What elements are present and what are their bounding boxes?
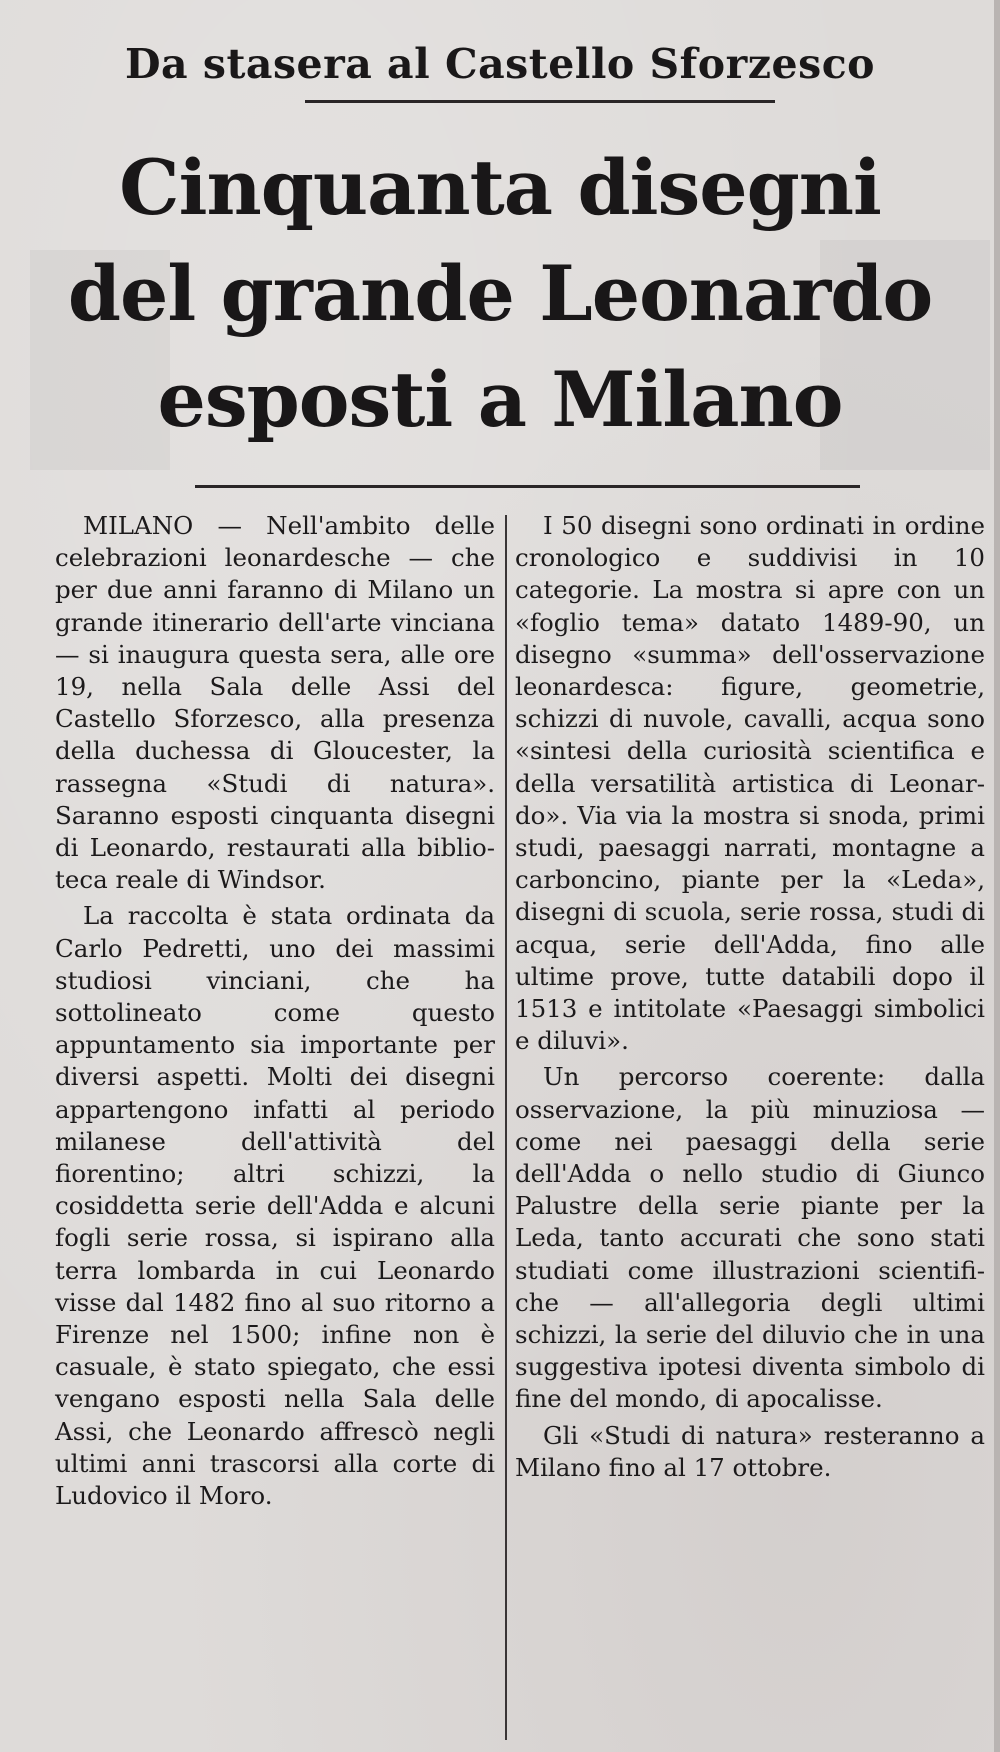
right-paragraph-2: Un percorso coerente: dalla osservazione, la più minuziosa — come nei paesaggi della serie dell'Adda o nello studio di Giunco Palustre della serie piante per la Leda, tanto accurati che sono stati studiati come illustrazioni scientifiche — all'allegoria degli ultimi schizzi, la serie del diluvio che in una suggestiva ipotesi diventa simbolo di fine del mondo, di apocalisse. [515, 1062, 985, 1414]
kicker-rule [305, 100, 775, 103]
headline-line-3: esposti a Milano [157, 355, 843, 444]
headline-rule [195, 485, 860, 488]
headline-line-1: Cinquanta disegni [119, 143, 881, 232]
right-paragraph-1: I 50 disegni sono ordinati in ordine cronologico e suddivisi in 10 categorie. La mostra si apre con un «foglio tema» datato 1489-90, un disegno «summa» dell'osservazione leonardesca: figure, geometrie, schizzi di nuvole, cavalli, acqua sono «sintesi della curiosità scientifica e della versatilità artistica di Leonardo». Via via la mostra si snoda, primi studi, paesaggi narrati, montagne a carboncino, piante per la «Leda», disegni di scuola, serie rossa, studi di acqua, serie dell'Adda, fino alle ultime prove, tutte databili dopo il 1513 e intitolate «Paesaggi simbolici e diluvi». [515, 511, 985, 1056]
article-column-left [55, 510, 495, 1512]
left-paragraph-1: MILANO — Nell'ambito delle celebrazioni leonardesche — che per due anni faranno di Milano un grande itinerario dell'arte vinciana — si inaugura questa sera, alle ore 19, nella Sala delle Assi del Castello Sforzesco, alla presenza della duchessa di Gloucester, la rassegna «Studi di natura». Saranno esposti cinquanta disegni di Leonardo, restaurati alla biblioteca reale di Windsor. [55, 511, 495, 895]
headline-line-2: del grande Leonardo [67, 249, 933, 338]
article-column-right [515, 510, 985, 1484]
article-kicker: Da stasera al Castello Sforzesco [124, 40, 876, 88]
right-paragraph-3: Gli «Studi di natura» resteranno a Milano fino al 17 ottobre. [515, 1420, 985, 1482]
left-paragraph-2: La raccolta è stata ordinata da Carlo Pedretti, uno dei massimi studiosi vinciani, che ha sottolineato come questo appuntamento sia importante per diversi aspetti. Molti dei disegni appartengono infatti al periodo milanese dell'attività del fiorentino; altri schizzi, la cosiddetta serie dell'Adda e alcuni fogli serie rossa, si ispirano alla terra lombarda in cui Leonardo visse dal 1482 fino al suo ritorno a Firenze nel 1500; infine non è casuale, è stato spiegato, che essi vengano esposti nella Sala delle Assi, che Leonardo affrescò negli ultimi anni trascorsi alla corte di Ludovico il Moro. [55, 901, 495, 1511]
article-headline [0, 135, 1000, 453]
column-divider [505, 515, 507, 1740]
clipping-edge [994, 0, 1000, 1752]
